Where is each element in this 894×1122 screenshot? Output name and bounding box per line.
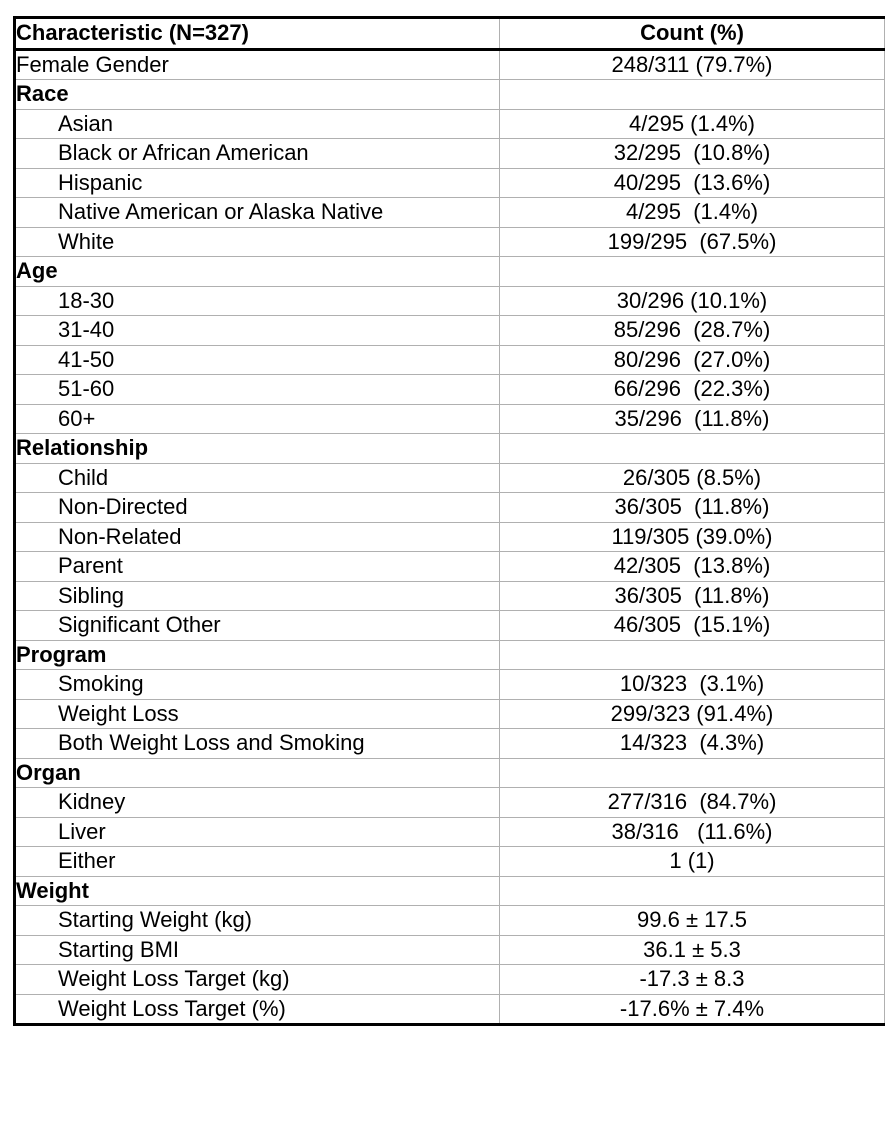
count-cell: 35/296 (11.8%) <box>500 404 885 434</box>
count-cell: 99.6 ± 17.5 <box>500 906 885 936</box>
characteristic-cell: Weight Loss <box>15 699 500 729</box>
characteristic-cell: Organ <box>15 758 500 788</box>
table-row <box>15 257 885 287</box>
table-row <box>15 49 885 80</box>
characteristic-cell: Sibling <box>15 581 500 611</box>
count-cell: 299/323 (91.4%) <box>500 699 885 729</box>
characteristic-header: Characteristic (N=327) <box>15 18 500 50</box>
characteristic-cell: 18-30 <box>15 286 500 316</box>
table-row <box>15 581 885 611</box>
count-cell: -17.3 ± 8.3 <box>500 965 885 995</box>
count-cell: 36/305 (11.8%) <box>500 493 885 523</box>
table-row <box>15 611 885 641</box>
count-cell: 42/305 (13.8%) <box>500 552 885 582</box>
characteristic-cell: Liver <box>15 817 500 847</box>
characteristic-cell: Program <box>15 640 500 670</box>
characteristic-cell: Relationship <box>15 434 500 464</box>
table-row <box>15 640 885 670</box>
table-row <box>15 198 885 228</box>
count-cell: -17.6% ± 7.4% <box>500 994 885 1025</box>
count-cell: 4/295 (1.4%) <box>500 198 885 228</box>
table-row <box>15 906 885 936</box>
table-row <box>15 139 885 169</box>
count-cell: 36/305 (11.8%) <box>500 581 885 611</box>
count-cell: 199/295 (67.5%) <box>500 227 885 257</box>
characteristic-cell: Non-Related <box>15 522 500 552</box>
table-row <box>15 758 885 788</box>
characteristic-cell: Age <box>15 257 500 287</box>
table-row <box>15 286 885 316</box>
table-row <box>15 699 885 729</box>
table-row <box>15 109 885 139</box>
count-cell: 32/295 (10.8%) <box>500 139 885 169</box>
count-cell <box>500 80 885 110</box>
characteristic-cell: Race <box>15 80 500 110</box>
table-row <box>15 935 885 965</box>
characteristic-cell: Black or African American <box>15 139 500 169</box>
characteristic-cell: 41-50 <box>15 345 500 375</box>
characteristic-cell: Starting BMI <box>15 935 500 965</box>
count-cell <box>500 758 885 788</box>
count-cell: 40/295 (13.6%) <box>500 168 885 198</box>
count-cell: 38/316 (11.6%) <box>500 817 885 847</box>
count-cell: 119/305 (39.0%) <box>500 522 885 552</box>
characteristic-cell: Asian <box>15 109 500 139</box>
table-row <box>15 463 885 493</box>
characteristic-cell: Either <box>15 847 500 877</box>
characteristic-cell: Smoking <box>15 670 500 700</box>
characteristics-table-container <box>13 16 885 1026</box>
count-cell: 66/296 (22.3%) <box>500 375 885 405</box>
characteristic-cell: Weight Loss Target (%) <box>15 994 500 1025</box>
table-row <box>15 316 885 346</box>
table-row <box>15 404 885 434</box>
count-cell: 248/311 (79.7%) <box>500 49 885 80</box>
count-cell: 85/296 (28.7%) <box>500 316 885 346</box>
count-cell: 80/296 (27.0%) <box>500 345 885 375</box>
characteristic-cell: Weight <box>15 876 500 906</box>
count-cell: 1 (1) <box>500 847 885 877</box>
table-row <box>15 522 885 552</box>
table-row <box>15 994 885 1025</box>
count-cell: 46/305 (15.1%) <box>500 611 885 641</box>
characteristic-cell: Significant Other <box>15 611 500 641</box>
characteristic-cell: Hispanic <box>15 168 500 198</box>
count-cell <box>500 876 885 906</box>
table-row <box>15 552 885 582</box>
table-row <box>15 847 885 877</box>
characteristic-cell: Native American or Alaska Native <box>15 198 500 228</box>
characteristic-cell: 51-60 <box>15 375 500 405</box>
characteristic-cell: White <box>15 227 500 257</box>
table-row <box>15 345 885 375</box>
table-row <box>15 965 885 995</box>
characteristics-table <box>13 16 885 1026</box>
table-header-row <box>15 18 885 50</box>
count-cell <box>500 434 885 464</box>
characteristic-cell: Kidney <box>15 788 500 818</box>
table-row <box>15 670 885 700</box>
characteristic-cell: 60+ <box>15 404 500 434</box>
table-row <box>15 876 885 906</box>
characteristic-cell: Female Gender <box>15 49 500 80</box>
characteristic-cell: Parent <box>15 552 500 582</box>
characteristic-cell: Weight Loss Target (kg) <box>15 965 500 995</box>
count-cell: 4/295 (1.4%) <box>500 109 885 139</box>
characteristic-cell: Non-Directed <box>15 493 500 523</box>
table-row <box>15 80 885 110</box>
table-row <box>15 168 885 198</box>
table-row <box>15 227 885 257</box>
characteristic-cell: Starting Weight (kg) <box>15 906 500 936</box>
characteristic-cell: 31-40 <box>15 316 500 346</box>
count-cell: 14/323 (4.3%) <box>500 729 885 759</box>
table-row <box>15 375 885 405</box>
characteristic-cell: Both Weight Loss and Smoking <box>15 729 500 759</box>
count-cell: 26/305 (8.5%) <box>500 463 885 493</box>
table-row <box>15 788 885 818</box>
table-row <box>15 434 885 464</box>
table-row <box>15 817 885 847</box>
count-cell <box>500 257 885 287</box>
count-cell <box>500 640 885 670</box>
count-cell: 10/323 (3.1%) <box>500 670 885 700</box>
count-header: Count (%) <box>500 18 885 50</box>
count-cell: 30/296 (10.1%) <box>500 286 885 316</box>
count-cell: 36.1 ± 5.3 <box>500 935 885 965</box>
count-cell: 277/316 (84.7%) <box>500 788 885 818</box>
table-row <box>15 493 885 523</box>
characteristic-cell: Child <box>15 463 500 493</box>
table-row <box>15 729 885 759</box>
